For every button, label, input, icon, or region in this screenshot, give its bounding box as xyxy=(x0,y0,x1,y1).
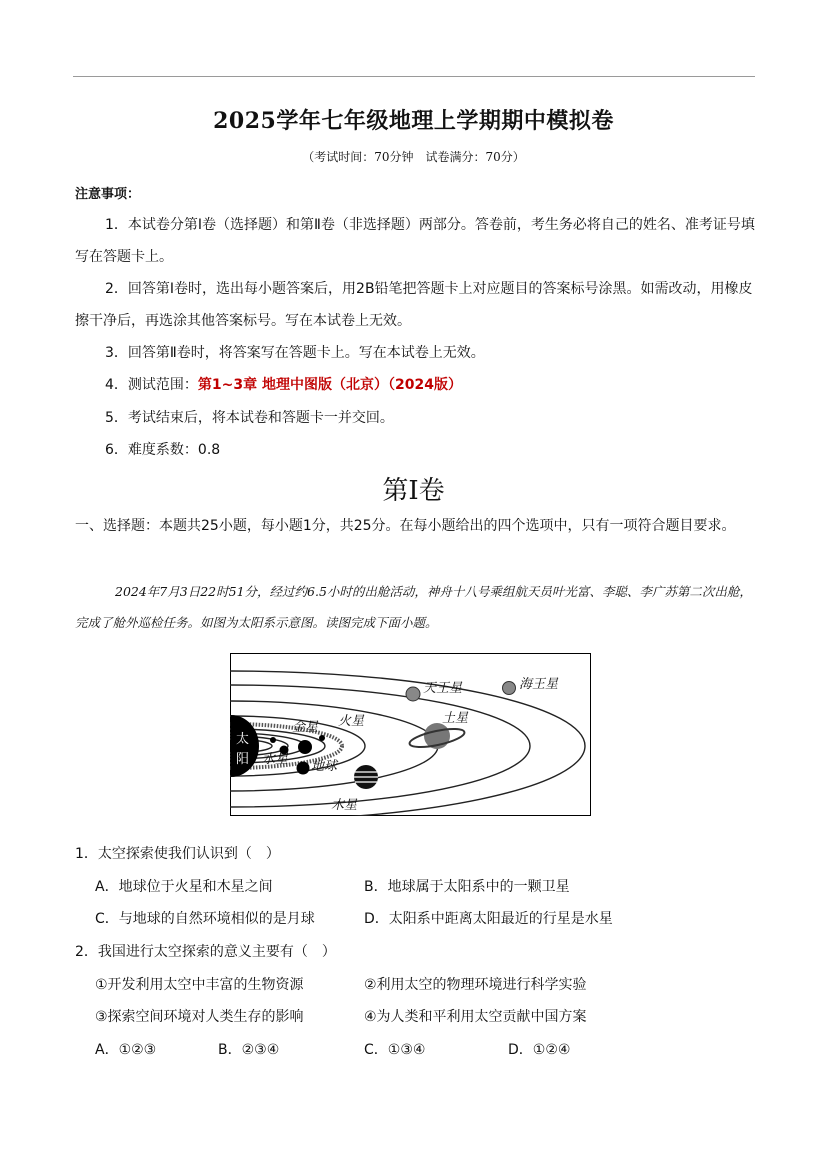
q2-statement-3: ③探索空间环境对人类生存的影响 xyxy=(95,1009,304,1025)
note-item-6: 6．难度系数：0.8 xyxy=(105,442,221,458)
note-item-1: 1．本试卷分第Ⅰ卷（选择题）和第Ⅱ卷（非选择题）两部分。答卷前，考生务必将自己的姓名、准考证号填写在答题卡上。 xyxy=(75,217,755,265)
q2-option-c[interactable]: C．①③④ xyxy=(364,1042,426,1058)
question-1-stem: 1．太空探索使我们认识到（ ） xyxy=(75,846,280,862)
mars-label: 火星 xyxy=(338,714,365,729)
notes-heading: 注意事项： xyxy=(75,187,141,202)
uranus xyxy=(406,687,420,701)
note-item-4-prefix: 4．测试范围： xyxy=(105,377,198,393)
venus xyxy=(298,740,312,754)
exam-info: （考试时间：70分钟 试卷满分：70分） xyxy=(302,150,525,164)
part-title: 第Ⅰ卷 xyxy=(382,476,445,506)
jupiter xyxy=(354,765,378,789)
uranus-label: 天王星 xyxy=(423,681,463,696)
solar-system-diagram xyxy=(230,653,591,816)
mercury-label: 水星 xyxy=(262,752,289,767)
q1-option-b[interactable]: B．地球属于太阳系中的一颗卫星 xyxy=(364,879,570,895)
earth-label: 地球 xyxy=(311,759,338,774)
saturn-label: 土星 xyxy=(442,711,469,726)
q2-statement-2: ②利用太空的物理环境进行科学实验 xyxy=(364,977,587,993)
note-item-3: 3．回答第Ⅱ卷时，将答案写在答题卡上。写在本试卷上无效。 xyxy=(105,345,485,361)
header-rule xyxy=(73,76,755,77)
q1-option-d[interactable]: D．太阳系中距离太阳最近的行星是水星 xyxy=(364,911,613,927)
q2-option-d[interactable]: D．①②④ xyxy=(508,1042,571,1058)
earth xyxy=(297,762,310,775)
test-range: 第1~3章 地理中图版（北京）（2024版） xyxy=(197,377,462,393)
q2-option-b[interactable]: B．②③④ xyxy=(218,1042,280,1058)
neptune xyxy=(503,682,516,695)
note-item-5: 5．考试结束后，将本试卷和答题卡一并交回。 xyxy=(105,410,394,426)
question-intro: 2024年7月3日22时51分，经过约6.5小时的出舱活动，神舟十八号乘组航天员叶光富、李聪、李广苏第二次出舱，完成了舱外巡检任务。如图为太阳系示意图。读图完成下面小题。 xyxy=(75,584,752,630)
sun-label-2: 阳 xyxy=(236,752,250,767)
q2-option-a[interactable]: A．①②③ xyxy=(95,1042,157,1058)
section-heading: 一、选择题：本题共25小题，每小题1分，共25分。在每小题给出的四个选项中，只有一项符合题目要求。 xyxy=(75,518,736,534)
neptune-label: 海王星 xyxy=(519,677,559,692)
q1-option-a[interactable]: A．地球位于火星和木星之间 xyxy=(95,879,273,895)
mars xyxy=(319,735,325,741)
question-2-stem: 2．我国进行太空探索的意义主要有（ ） xyxy=(75,944,336,960)
q2-statement-1: ①开发利用太空中丰富的生物资源 xyxy=(95,977,304,993)
sun-label-1: 太 xyxy=(236,732,250,747)
page-title: 2025学年七年级地理上学期期中模拟卷 xyxy=(213,108,614,134)
note-item-2: 2．回答第Ⅰ卷时，选出每小题答案后，用2B铅笔把答题卡上对应题目的答案标号涂黑。如需改动，用橡皮擦干净后，再选涂其他答案标号。写在本试卷上无效。 xyxy=(75,281,753,329)
jupiter-label: 木星 xyxy=(331,798,358,813)
mercury xyxy=(270,737,276,743)
q2-statement-4: ④为人类和平利用太空贡献中国方案 xyxy=(364,1009,587,1025)
venus-label: 金星 xyxy=(292,720,319,735)
q1-option-c[interactable]: C．与地球的自然环境相似的是月球 xyxy=(95,911,315,927)
note-item-4 xyxy=(75,369,755,401)
